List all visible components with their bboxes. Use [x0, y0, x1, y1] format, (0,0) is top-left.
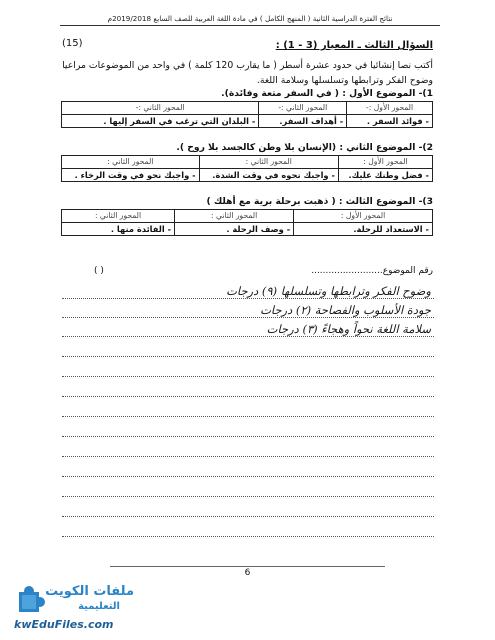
page-header: نتائج الفترة الدراسية الثانية ( المنهج الكامل ) في مادة اللغة العربية للصف السابع 2019/2018م — [60, 14, 440, 26]
topic-1-title: 1)- الموضوع الأول : ( في السفر متعة وفائدة). — [221, 88, 433, 99]
instructions-line-2: وضوح الفكر وترابطها وتسلسلها وسلامة اللغة. — [256, 75, 433, 86]
topic-2-axis-3-value: - واجبك نحو في وقت الرخاء . — [62, 169, 200, 182]
logo-title: ملفات الكويت — [45, 584, 134, 599]
answer-line[interactable] — [62, 376, 434, 377]
answer-line[interactable] — [62, 356, 434, 357]
topic-1-axis-3-value: - البلدان التي ترغب في السفر إليها . — [62, 115, 259, 128]
topic-3-axis-3-label: المحور الثاني : — [62, 210, 175, 223]
topic-3-axis-2-value: - وصف الرحلة . — [175, 223, 294, 236]
topic-2-axis-2-label: المحور الثاني : — [199, 156, 338, 169]
logo-subtitle: التعليمية — [78, 601, 120, 612]
topic-number-blank[interactable]: ( ) — [94, 266, 104, 276]
answer-line[interactable] — [62, 298, 434, 299]
handwriting-line-2: جودة الأسلوب والفصاحة (٢) درجات — [260, 303, 431, 317]
question-score: (15) — [62, 38, 83, 49]
answer-line[interactable] — [62, 516, 434, 517]
page-number: 6 — [244, 568, 251, 578]
topic-2-axes-table — [61, 155, 433, 182]
topic-1-axis-2-value: - أهداف السفر. — [259, 115, 347, 128]
topic-1-axes-table — [61, 101, 433, 128]
topic-2-axis-2-value: - واجبك نحوه في وقت الشدة. — [199, 169, 338, 182]
topic-1-axis-2-label: المحور الثاني :- — [259, 102, 347, 115]
topic-3-axis-3-value: - الفائدة منها . — [62, 223, 175, 236]
footer-rule — [110, 566, 385, 567]
answer-line[interactable] — [62, 396, 434, 397]
instructions — [53, 58, 433, 88]
puzzle-icon — [16, 582, 48, 616]
topic-3-axis-1-label: المحور الأول : — [294, 210, 433, 223]
handwriting-line-3: سلامة اللغة نحواً وهجاءً (٣) درجات — [266, 322, 431, 336]
question-title: السؤال الثالث ـ المعيار (3 - 1) : — [275, 40, 433, 51]
topic-2-axis-1-label: المحور الأول : — [338, 156, 432, 169]
site-logo — [14, 580, 134, 636]
answer-line[interactable] — [62, 476, 434, 477]
answer-line[interactable] — [62, 336, 434, 337]
topic-number-label: رقم الموضوع......................... — [311, 266, 433, 276]
topic-2-axis-3-label: المحور الثاني : — [62, 156, 200, 169]
handwriting-line-1: وضوح الفكر وترابطها وتسلسلها (٩) درجات — [226, 284, 431, 298]
topic-3-axis-2-label: المحور الثاني : — [175, 210, 294, 223]
topic-3-axes-table — [61, 209, 433, 236]
topic-2-title: 2)- الموضوع الثاني : (الإنسان بلا وطن كالجسد بلا روح ). — [176, 142, 433, 153]
answer-line[interactable] — [62, 456, 434, 457]
topic-3-title: 3)- الموضوع الثالث : ( ذهبت برحلة برية مع أهلك ) — [206, 196, 433, 207]
answer-line[interactable] — [62, 536, 434, 537]
answer-line[interactable] — [62, 416, 434, 417]
topic-1-axis-3-label: المحور الثاني :- — [62, 102, 259, 115]
answer-line[interactable] — [62, 496, 434, 497]
topic-2-axis-1-value: - فضل وطنك عليك. — [338, 169, 432, 182]
answer-line[interactable] — [62, 436, 434, 437]
answer-line[interactable] — [62, 317, 434, 318]
topic-1-axis-1-value: - فوائد السفر . — [347, 115, 433, 128]
instructions-line-1: أكتب نصا إنشائيا في حدود عشرة أسطر ( ما يقارب 120 كلمة ) في واحد من الموضوعات مراعيا — [62, 60, 433, 71]
logo-url[interactable]: kwEduFiles.com — [14, 618, 114, 631]
topic-1-axis-1-label: المحور الأول :- — [347, 102, 433, 115]
topic-3-axis-1-value: - الاستعداد للرحلة. — [294, 223, 433, 236]
